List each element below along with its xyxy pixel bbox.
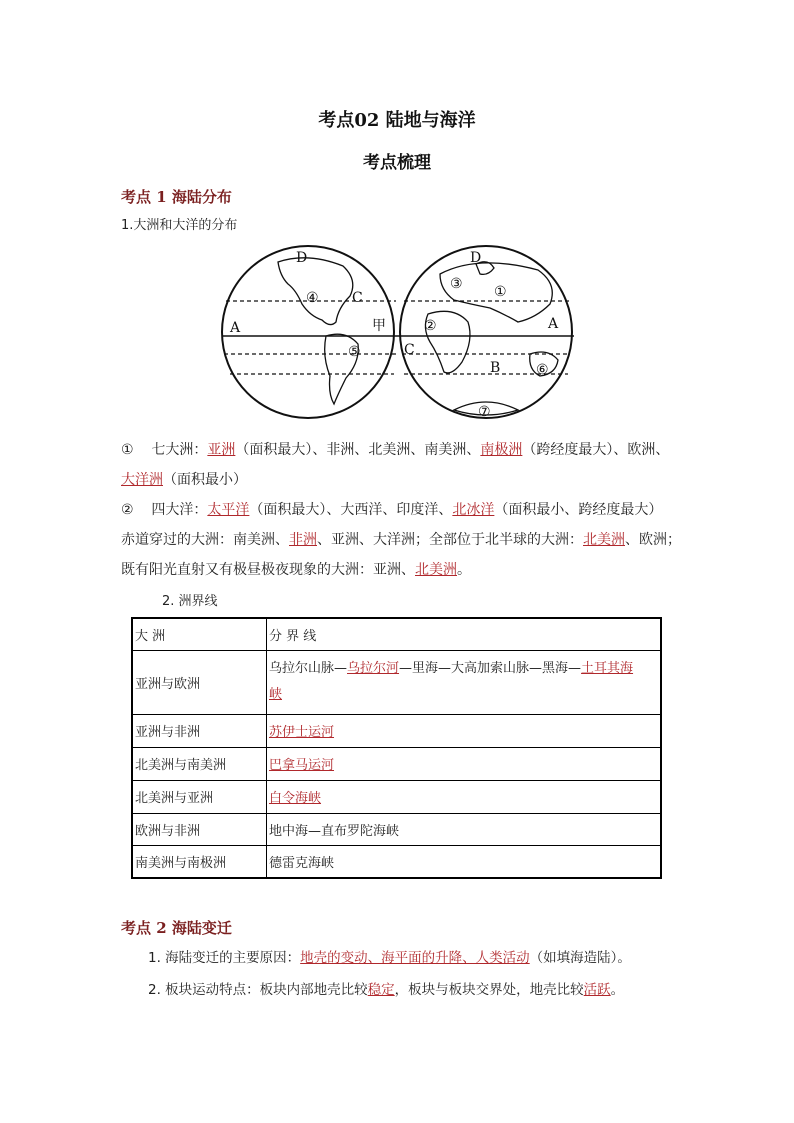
section-2-line-2: 2. 板块运动特点：板块内部地壳比较稳定，板块与板块交界处，地壳比较活跃。	[148, 982, 625, 998]
answer-asia: 亚洲	[207, 442, 236, 458]
table-cell-continents: 北美洲与南美洲	[132, 747, 267, 780]
table-row	[132, 780, 661, 813]
map-label-c-right: C	[404, 342, 415, 358]
table-row	[132, 813, 661, 845]
table-row	[132, 714, 661, 747]
table-row	[132, 650, 661, 714]
map-label-1: ①	[494, 284, 507, 300]
table-row	[132, 747, 661, 780]
map-label-c-left: C	[352, 290, 363, 306]
map-label-2: ②	[424, 318, 437, 334]
section-2-heading: 考点 2 海陆变迁	[121, 919, 232, 937]
page-title: 考点02 陆地与海洋	[318, 110, 476, 131]
continents-paragraph: ① 七大洲：亚洲（面积最大）、非洲、北美洲、南美洲、南极洲（跨经度最大）、欧洲、大洋洲（面积最小）	[121, 442, 670, 488]
table-cell-continents: 亚洲与欧洲	[132, 650, 267, 714]
table-header-cell: 大 洲	[132, 618, 267, 650]
table-cell-boundary: 白令海峡	[267, 780, 662, 813]
table-header-row	[132, 618, 661, 650]
answer-causes: 地壳的变动、海平面的升降、人类活动	[300, 950, 530, 966]
table-cell-continents: 欧洲与非洲	[132, 813, 267, 845]
table-cell-boundary: 地中海—直布罗陀海峡	[267, 813, 662, 845]
page-subtitle: 考点梳理	[363, 153, 431, 173]
subsection-2-title: 2. 洲界线	[162, 594, 218, 609]
answer-active: 活跃	[583, 982, 611, 998]
map-label-7: ⑦	[478, 404, 491, 420]
map-label-6: ⑥	[536, 362, 549, 378]
answer-north-america: 北美洲	[583, 532, 625, 548]
table-cell-continents: 北美洲与亚洲	[132, 780, 267, 813]
boundary-table	[131, 617, 662, 879]
map-label-3: ③	[450, 276, 463, 292]
answer-pacific: 太平洋	[207, 502, 250, 518]
section-2-line-1: 1. 海陆变迁的主要原因：地壳的变动、海平面的升降、人类活动（如填海造陆）。	[148, 950, 631, 966]
table-cell-boundary: 苏伊士运河	[267, 714, 662, 747]
section-1-heading: 考点 1 海陆分布	[121, 188, 232, 206]
answer-north-america-2: 北美洲	[415, 562, 457, 578]
map-label-a-right: A	[548, 316, 559, 332]
answer-africa: 非洲	[289, 532, 317, 548]
table-cell-continents: 亚洲与非洲	[132, 714, 267, 747]
table-cell-boundary: 乌拉尔山脉—乌拉尔河—里海—大高加索山脉—黑海—土耳其海 峡	[267, 650, 662, 714]
map-label-5: ⑤	[348, 344, 361, 360]
answer-antarctica: 南极洲	[480, 442, 523, 458]
table-row	[132, 845, 661, 878]
map-label-b: B	[490, 360, 501, 376]
subsection-1-title: 1.大洲和大洋的分布	[121, 218, 238, 233]
western-hemisphere-circle	[222, 246, 394, 418]
world-map-figure	[218, 244, 580, 420]
answer-arctic: 北冰洋	[452, 502, 495, 518]
map-label-jia: 甲	[372, 318, 386, 334]
table-header-cell: 分 界 线	[267, 618, 662, 650]
polar-day-paragraph: 既有阳光直射又有极昼极夜现象的大洲：亚洲、北美洲。	[121, 562, 471, 578]
table-cell-continents: 南美洲与南极洲	[132, 845, 267, 878]
map-label-d-left: D	[296, 250, 308, 266]
table-cell-boundary: 巴拿马运河	[267, 747, 662, 780]
map-label-4: ④	[306, 290, 319, 306]
answer-oceania: 大洋洲	[121, 472, 163, 488]
map-label-a-left: A	[230, 320, 241, 336]
table-cell-boundary: 德雷克海峡	[267, 845, 662, 878]
equator-continents-paragraph: 赤道穿过的大洲：南美洲、非洲、亚洲、大洋洲；全部位于北半球的大洲：北美洲、欧洲；	[121, 532, 681, 548]
answer-stable: 稳定	[367, 982, 395, 998]
oceans-paragraph: ② 四大洋：太平洋（面积最大）、大西洋、印度洋、北冰洋（面积最小、跨经度最大）	[121, 502, 663, 518]
map-label-d-right: D	[470, 250, 482, 266]
